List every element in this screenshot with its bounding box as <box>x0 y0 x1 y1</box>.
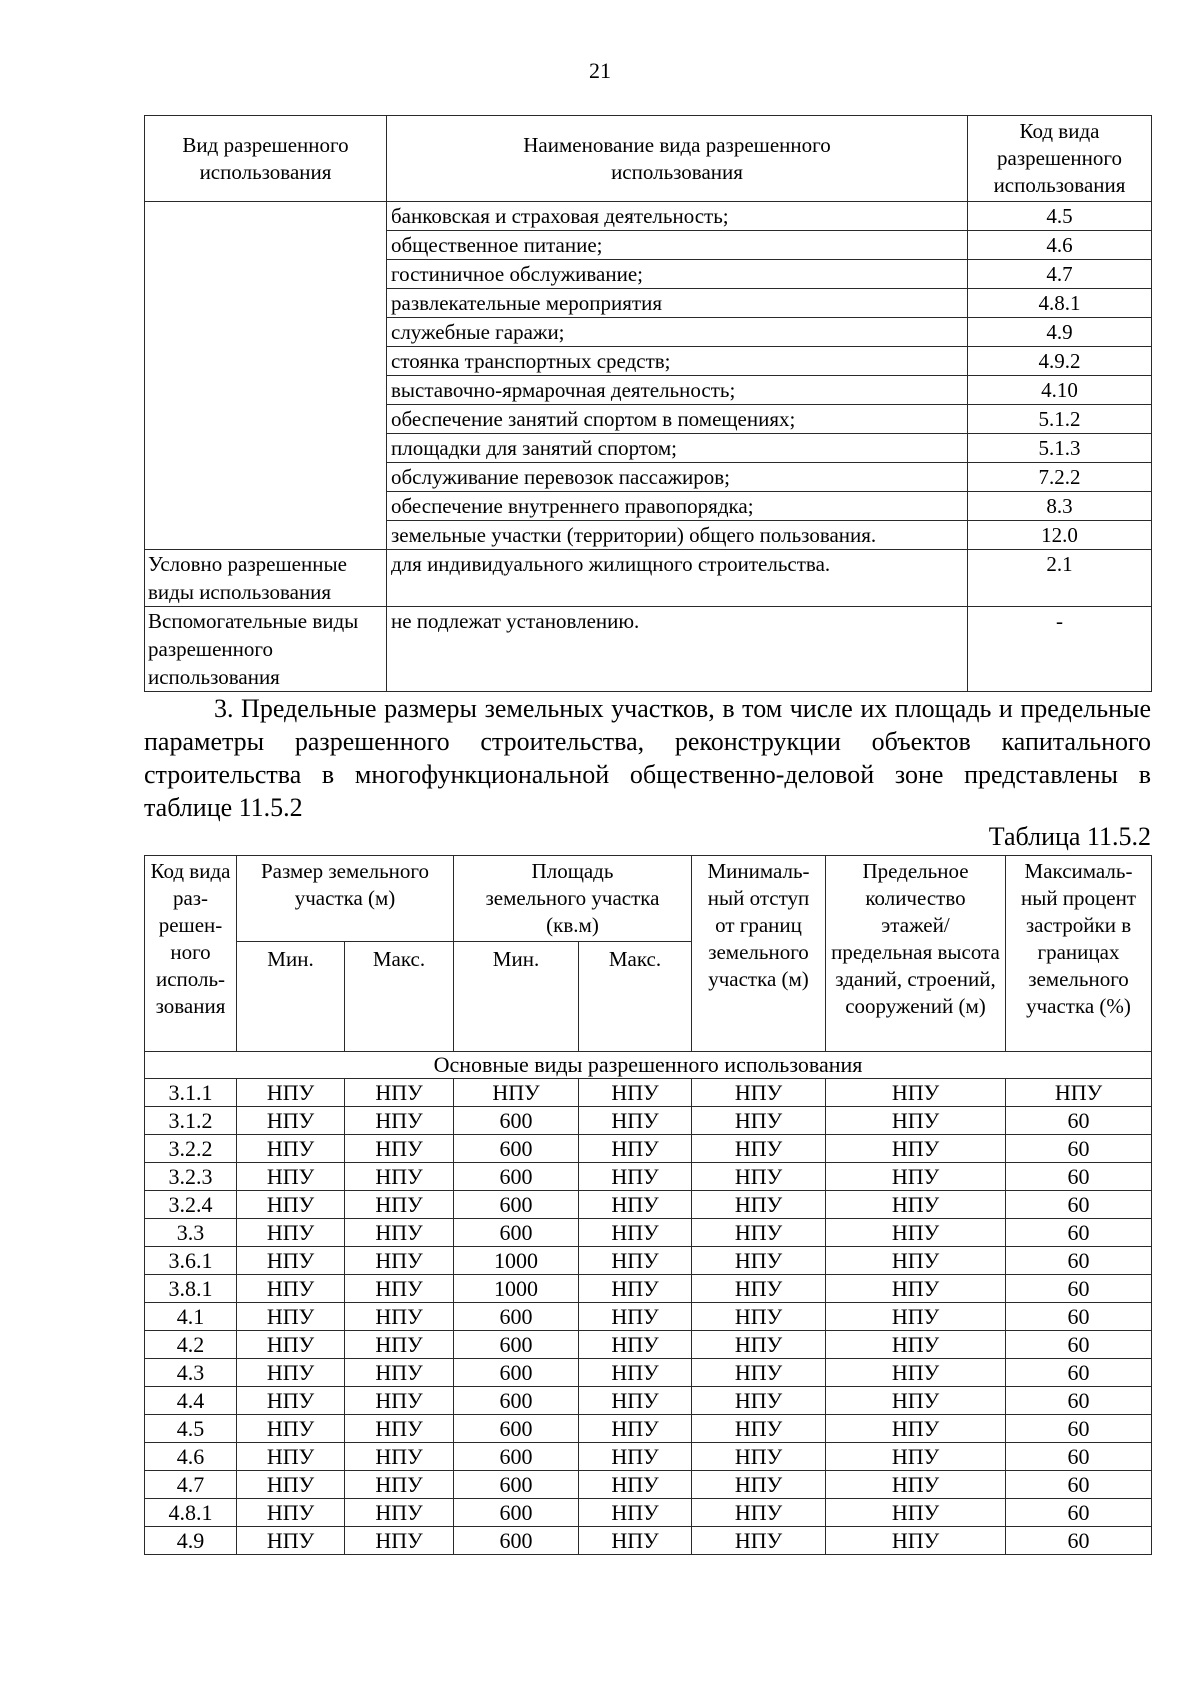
header-area-min: Мин. <box>454 942 579 1052</box>
table-row <box>145 202 1152 231</box>
floors-cell: НПУ <box>826 1443 1006 1471</box>
use-name-cell: обеспечение занятий спортом в помещениях; <box>387 405 968 434</box>
setback-cell: НПУ <box>692 1247 826 1275</box>
table-row <box>145 1247 1152 1275</box>
code-cell: 4.1 <box>145 1303 237 1331</box>
use-code-cell: 4.8.1 <box>968 289 1152 318</box>
coverage-cell: 60 <box>1006 1303 1152 1331</box>
size-min-cell: НПУ <box>237 1359 345 1387</box>
use-name-cell: стоянка транспортных средств; <box>387 347 968 376</box>
area-max-cell: НПУ <box>579 1331 692 1359</box>
code-cell: 4.9 <box>145 1527 237 1555</box>
main-uses-body <box>145 202 1152 550</box>
floors-cell: НПУ <box>826 1331 1006 1359</box>
setback-cell: НПУ <box>692 1275 826 1303</box>
setback-cell: НПУ <box>692 1163 826 1191</box>
floors-cell: НПУ <box>826 1135 1006 1163</box>
table-row <box>145 1079 1152 1107</box>
size-max-cell: НПУ <box>345 1303 454 1331</box>
size-min-cell: НПУ <box>237 1107 345 1135</box>
area-max-cell: НПУ <box>579 1415 692 1443</box>
coverage-cell: 60 <box>1006 1163 1152 1191</box>
use-code-cell: 4.5 <box>968 202 1152 231</box>
size-min-cell: НПУ <box>237 1387 345 1415</box>
header-code: Код вида раз-решен-ного исполь-зования <box>145 856 237 1052</box>
size-min-cell: НПУ <box>237 1135 345 1163</box>
floors-cell: НПУ <box>826 1387 1006 1415</box>
area-min-cell: 600 <box>454 1359 579 1387</box>
area-min-cell: 600 <box>454 1163 579 1191</box>
size-min-cell: НПУ <box>237 1499 345 1527</box>
use-code-cell: 5.1.3 <box>968 434 1152 463</box>
setback-cell: НПУ <box>692 1191 826 1219</box>
area-min-cell: НПУ <box>454 1079 579 1107</box>
area-min-cell: 600 <box>454 1303 579 1331</box>
area-max-cell: НПУ <box>579 1303 692 1331</box>
area-max-cell: НПУ <box>579 1471 692 1499</box>
floors-cell: НПУ <box>826 1499 1006 1527</box>
setback-cell: НПУ <box>692 1079 826 1107</box>
floors-cell: НПУ <box>826 1471 1006 1499</box>
area-min-cell: 600 <box>454 1191 579 1219</box>
coverage-cell: 60 <box>1006 1135 1152 1163</box>
coverage-cell: 60 <box>1006 1471 1152 1499</box>
setback-cell: НПУ <box>692 1219 826 1247</box>
limits-body <box>145 1052 1152 1555</box>
use-name-cell: служебные гаражи; <box>387 318 968 347</box>
area-min-cell: 600 <box>454 1443 579 1471</box>
coverage-cell: 60 <box>1006 1415 1152 1443</box>
use-name-cell: обеспечение внутреннего правопорядка; <box>387 492 968 521</box>
size-max-cell: НПУ <box>345 1219 454 1247</box>
section-heading: Основные виды разрешенного использования <box>145 1052 1152 1079</box>
floors-cell: НПУ <box>826 1079 1006 1107</box>
size-max-cell: НПУ <box>345 1387 454 1415</box>
coverage-cell: 60 <box>1006 1443 1152 1471</box>
area-max-cell: НПУ <box>579 1275 692 1303</box>
header-size: Размер земельного участка (м) <box>237 856 454 942</box>
auxiliary-name: не подлежат установлению. <box>387 607 968 692</box>
table-row <box>145 1387 1152 1415</box>
size-min-cell: НПУ <box>237 1191 345 1219</box>
code-cell: 3.2.2 <box>145 1135 237 1163</box>
area-min-cell: 600 <box>454 1107 579 1135</box>
coverage-cell: 60 <box>1006 1275 1152 1303</box>
setback-cell: НПУ <box>692 1527 826 1555</box>
area-min-cell: 600 <box>454 1219 579 1247</box>
code-cell: 4.3 <box>145 1359 237 1387</box>
code-cell: 4.6 <box>145 1443 237 1471</box>
use-name-cell: банковская и страховая деятельность; <box>387 202 968 231</box>
table-row <box>145 1499 1152 1527</box>
floors-cell: НПУ <box>826 1415 1006 1443</box>
floors-cell: НПУ <box>826 1163 1006 1191</box>
size-min-cell: НПУ <box>237 1219 345 1247</box>
area-min-cell: 600 <box>454 1527 579 1555</box>
area-max-cell: НПУ <box>579 1387 692 1415</box>
conditional-kind: Условно разрешенные виды использования <box>145 550 387 607</box>
table-row <box>145 1219 1152 1247</box>
size-min-cell: НПУ <box>237 1303 345 1331</box>
coverage-cell: 60 <box>1006 1247 1152 1275</box>
setback-cell: НПУ <box>692 1331 826 1359</box>
size-max-cell: НПУ <box>345 1079 454 1107</box>
size-max-cell: НПУ <box>345 1275 454 1303</box>
floors-cell: НПУ <box>826 1359 1006 1387</box>
area-max-cell: НПУ <box>579 1079 692 1107</box>
code-cell: 3.3 <box>145 1219 237 1247</box>
floors-cell: НПУ <box>826 1107 1006 1135</box>
use-code-cell: 4.7 <box>968 260 1152 289</box>
size-min-cell: НПУ <box>237 1443 345 1471</box>
area-max-cell: НПУ <box>579 1443 692 1471</box>
table-row <box>145 1527 1152 1555</box>
auxiliary-kind: Вспомогательные виды разрешенного использования <box>145 607 387 692</box>
area-max-cell: НПУ <box>579 1135 692 1163</box>
header-area-max: Макс. <box>579 942 692 1052</box>
use-code-cell: 5.1.2 <box>968 405 1152 434</box>
size-min-cell: НПУ <box>237 1471 345 1499</box>
size-max-cell: НПУ <box>345 1499 454 1527</box>
size-min-cell: НПУ <box>237 1415 345 1443</box>
code-cell: 4.5 <box>145 1415 237 1443</box>
use-name-cell: общественное питание; <box>387 231 968 260</box>
table-row <box>145 1303 1152 1331</box>
area-max-cell: НПУ <box>579 1499 692 1527</box>
size-max-cell: НПУ <box>345 1135 454 1163</box>
size-min-cell: НПУ <box>237 1331 345 1359</box>
area-min-cell: 600 <box>454 1331 579 1359</box>
header-size-max: Макс. <box>345 942 454 1052</box>
area-max-cell: НПУ <box>579 1191 692 1219</box>
header-setback: Минималь-ный отступ от границ земельного участка (м) <box>692 856 826 1052</box>
table-caption: Таблица 11.5.2 <box>988 822 1151 851</box>
code-cell: 4.4 <box>145 1387 237 1415</box>
floors-cell: НПУ <box>826 1247 1006 1275</box>
coverage-cell: НПУ <box>1006 1079 1152 1107</box>
size-max-cell: НПУ <box>345 1471 454 1499</box>
table-row <box>145 1275 1152 1303</box>
setback-cell: НПУ <box>692 1387 826 1415</box>
code-cell: 4.8.1 <box>145 1499 237 1527</box>
size-max-cell: НПУ <box>345 1331 454 1359</box>
use-name-cell: земельные участки (территории) общего пользования. <box>387 521 968 550</box>
area-max-cell: НПУ <box>579 1219 692 1247</box>
floors-cell: НПУ <box>826 1191 1006 1219</box>
coverage-cell: 60 <box>1006 1359 1152 1387</box>
table-row <box>145 1359 1152 1387</box>
header-floors: Предельное количество этажей/ предельная высота зданий, строений, сооружений (м) <box>826 856 1006 1052</box>
code-cell: 3.6.1 <box>145 1247 237 1275</box>
use-code-cell: 4.6 <box>968 231 1152 260</box>
setback-cell: НПУ <box>692 1135 826 1163</box>
area-min-cell: 1000 <box>454 1247 579 1275</box>
code-cell: 4.7 <box>145 1471 237 1499</box>
table-row <box>145 1415 1152 1443</box>
use-name-cell: обслуживание перевозок пассажиров; <box>387 463 968 492</box>
code-cell: 3.2.3 <box>145 1163 237 1191</box>
size-min-cell: НПУ <box>237 1527 345 1555</box>
table-row <box>145 1443 1152 1471</box>
area-min-cell: 600 <box>454 1471 579 1499</box>
table-row <box>145 1163 1152 1191</box>
header-use-kind: Вид разрешенного использования <box>145 116 387 202</box>
use-code-cell: 4.9.2 <box>968 347 1152 376</box>
setback-cell: НПУ <box>692 1415 826 1443</box>
area-min-cell: 600 <box>454 1387 579 1415</box>
use-code-cell: 4.9 <box>968 318 1152 347</box>
floors-cell: НПУ <box>826 1219 1006 1247</box>
setback-cell: НПУ <box>692 1499 826 1527</box>
auxiliary-code: - <box>968 607 1152 692</box>
header-coverage: Максималь-ный процент застройки в границах земельного участка (%) <box>1006 856 1152 1052</box>
size-max-cell: НПУ <box>345 1163 454 1191</box>
header-use-name: Наименование вида разрешенного использования <box>387 116 968 202</box>
conditional-name: для индивидуального жилищного строительства. <box>387 550 968 607</box>
area-max-cell: НПУ <box>579 1247 692 1275</box>
setback-cell: НПУ <box>692 1443 826 1471</box>
main-kind-cell <box>145 202 387 550</box>
floors-cell: НПУ <box>826 1275 1006 1303</box>
code-cell: 3.2.4 <box>145 1191 237 1219</box>
use-code-cell: 4.10 <box>968 376 1152 405</box>
limits-table <box>144 855 1152 1555</box>
coverage-cell: 60 <box>1006 1331 1152 1359</box>
area-min-cell: 600 <box>454 1415 579 1443</box>
table-row <box>145 1135 1152 1163</box>
setback-cell: НПУ <box>692 1471 826 1499</box>
area-min-cell: 1000 <box>454 1275 579 1303</box>
conditional-code: 2.1 <box>968 550 1152 607</box>
setback-cell: НПУ <box>692 1359 826 1387</box>
code-cell: 3.1.2 <box>145 1107 237 1135</box>
use-name-cell: выставочно-ярмарочная деятельность; <box>387 376 968 405</box>
permitted-uses-table <box>144 115 1152 692</box>
area-min-cell: 600 <box>454 1135 579 1163</box>
use-code-cell: 12.0 <box>968 521 1152 550</box>
size-min-cell: НПУ <box>237 1079 345 1107</box>
size-max-cell: НПУ <box>345 1247 454 1275</box>
table-row <box>145 1191 1152 1219</box>
setback-cell: НПУ <box>692 1303 826 1331</box>
code-cell: 3.8.1 <box>145 1275 237 1303</box>
table-row <box>145 1471 1152 1499</box>
use-name-cell: гостиничное обслуживание; <box>387 260 968 289</box>
code-cell: 4.2 <box>145 1331 237 1359</box>
code-cell: 3.1.1 <box>145 1079 237 1107</box>
size-max-cell: НПУ <box>345 1191 454 1219</box>
area-max-cell: НПУ <box>579 1359 692 1387</box>
coverage-cell: 60 <box>1006 1527 1152 1555</box>
size-max-cell: НПУ <box>345 1359 454 1387</box>
body-paragraph: 3. Предельные размеры земельных участков, в том числе их площадь и предельные параметры разрешенного строительства, реконструкции объектов капитального строительства в многофункциональной общественно-деловой зоне представлены в таблице 11.5.2 <box>144 694 1151 822</box>
size-min-cell: НПУ <box>237 1163 345 1191</box>
coverage-cell: 60 <box>1006 1191 1152 1219</box>
page-number: 21 <box>589 58 611 83</box>
size-max-cell: НПУ <box>345 1415 454 1443</box>
size-max-cell: НПУ <box>345 1443 454 1471</box>
floors-cell: НПУ <box>826 1303 1006 1331</box>
use-code-cell: 8.3 <box>968 492 1152 521</box>
floors-cell: НПУ <box>826 1527 1006 1555</box>
size-min-cell: НПУ <box>237 1275 345 1303</box>
coverage-cell: 60 <box>1006 1107 1152 1135</box>
size-min-cell: НПУ <box>237 1247 345 1275</box>
use-name-cell: развлекательные мероприятия <box>387 289 968 318</box>
use-name-cell: площадки для занятий спортом; <box>387 434 968 463</box>
area-max-cell: НПУ <box>579 1527 692 1555</box>
size-max-cell: НПУ <box>345 1527 454 1555</box>
setback-cell: НПУ <box>692 1107 826 1135</box>
coverage-cell: 60 <box>1006 1387 1152 1415</box>
area-max-cell: НПУ <box>579 1107 692 1135</box>
coverage-cell: 60 <box>1006 1499 1152 1527</box>
header-area: Площадь земельного участка (кв.м) <box>454 856 692 942</box>
header-use-code: Код вида разрешенного использования <box>968 116 1152 202</box>
area-max-cell: НПУ <box>579 1163 692 1191</box>
area-min-cell: 600 <box>454 1499 579 1527</box>
use-code-cell: 7.2.2 <box>968 463 1152 492</box>
table-row <box>145 1107 1152 1135</box>
header-size-min: Мин. <box>237 942 345 1052</box>
size-max-cell: НПУ <box>345 1107 454 1135</box>
coverage-cell: 60 <box>1006 1219 1152 1247</box>
table-row <box>145 1331 1152 1359</box>
